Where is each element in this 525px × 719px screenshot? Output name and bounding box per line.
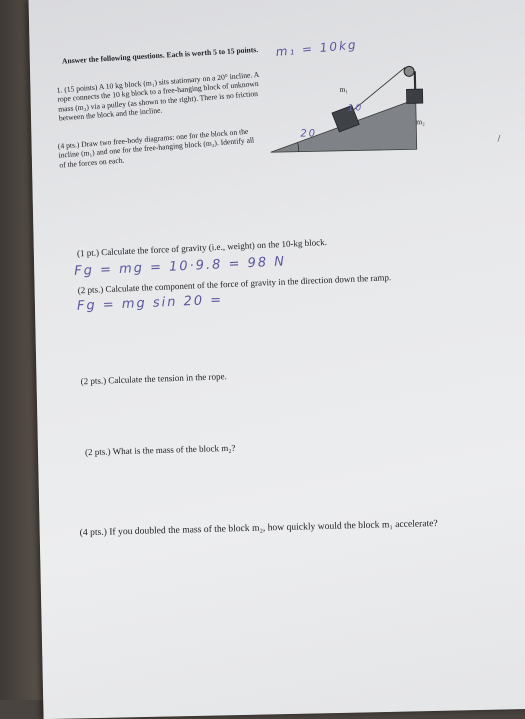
question-5: (4 pts.) If you doubled the mass of the block m₂, how quickly would the block m₁ accelerate? (80, 517, 475, 539)
question-2: (2 pts.) Calculate the component of the force of gravity in the direction down the ramp. (78, 267, 518, 297)
block-m2 (406, 89, 422, 103)
pulley-wheel (404, 66, 414, 76)
fbd-prompt: (4 pts.) Draw two free-body diagrams: one for the block on the incline (m₁) and one for the free-hanging block (m₂). Identify all of the forces on each. (58, 126, 260, 170)
question-1: (1 pt.) Calculate the force of gravity (i.e., weight) on the 10-kg block. (77, 229, 507, 260)
problem-statement: 1. (15 points) A 10 kg block (m₁) sits stationary on a 20° incline. A rope connects the 10 kg block to a free-hanging block of unknown mass (m₂) via a pulley (as shown to the right). There is no friction between the block and the incline. (56, 69, 273, 124)
handwritten-block-mass: 10 (348, 103, 364, 113)
question-3: (2 pts.) Calculate the tension in the rope. (80, 362, 480, 387)
worksheet-page (29, 0, 525, 719)
answer-1: Fg = mg = 10·9.8 = 98 N (74, 254, 286, 279)
instructions: Answer the following questions. Each is worth 5 to 15 points. (62, 39, 362, 66)
incline-pulley-diagram (263, 61, 440, 175)
handwritten-angle: 20 (300, 128, 317, 139)
label-m1: m₁ (339, 85, 348, 95)
answer-2: Fg = mg sin 20 = (77, 293, 224, 314)
label-m2: m₂ (416, 117, 425, 127)
incline-figure (263, 61, 440, 175)
margin-mark: / (497, 133, 500, 144)
question-4: (2 pts.) What is the mass of the block m₂? (85, 435, 485, 458)
handwritten-given-mass: m₁ = 10kg (275, 38, 358, 59)
